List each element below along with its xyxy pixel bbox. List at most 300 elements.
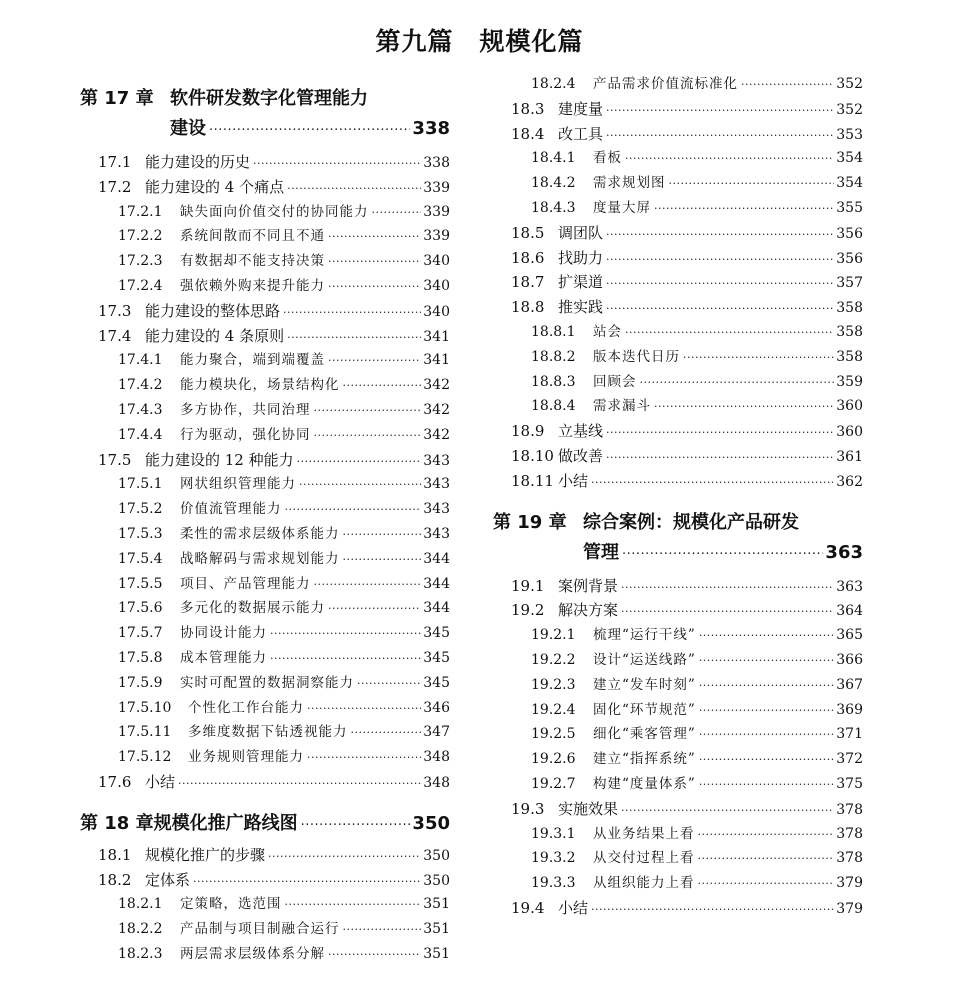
- entry-title: 细化“乘客管理”: [593, 726, 696, 743]
- toc-section-entry[interactable]: [80, 770, 450, 795]
- chapter-18-entries-continued: [493, 72, 863, 494]
- dot-leader: [606, 223, 834, 248]
- toc-subsection-entry[interactable]: [80, 892, 450, 917]
- entry-page: 356: [836, 225, 863, 242]
- entry-page: 350: [423, 847, 450, 864]
- entry-number: 18.7: [511, 273, 545, 292]
- toc-subsection-entry[interactable]: [80, 942, 450, 967]
- entry-title: 实时可配置的数据洞察能力: [180, 674, 354, 691]
- entry-title: 回顾会: [593, 373, 637, 390]
- dot-leader: [625, 321, 834, 346]
- entry-title: 调团队: [558, 223, 604, 242]
- entry-page: 347: [423, 724, 450, 741]
- entry-number: 17.2.4: [118, 277, 163, 294]
- entry-number: 18.2.2: [118, 921, 163, 938]
- entry-number: 18.8.2: [531, 348, 576, 365]
- entry-title: 强依赖外购来提升能力: [180, 277, 325, 294]
- entry-title: 实施效果: [558, 799, 619, 818]
- dot-leader: [621, 600, 834, 625]
- entry-page: 359: [836, 373, 863, 390]
- toc-section-entry[interactable]: [493, 444, 863, 469]
- entry-title: 能力建设的 4 个痛点: [145, 177, 285, 196]
- entry-number: 17.2.3: [118, 253, 163, 270]
- entry-page: 342: [423, 426, 450, 443]
- toc-right-column: [493, 72, 863, 921]
- entry-page: 344: [423, 575, 450, 592]
- dot-leader: [372, 201, 422, 226]
- entry-page: 358: [836, 323, 863, 340]
- toc-subsection-entry[interactable]: [80, 917, 450, 942]
- entry-number: 18.5: [511, 223, 545, 242]
- entry-number: 18.8.1: [531, 323, 576, 340]
- toc-subsection-entry[interactable]: [493, 698, 863, 723]
- entry-number: 17.4.3: [118, 401, 163, 418]
- toc-subsection-entry[interactable]: [493, 72, 863, 97]
- toc-section-entry[interactable]: [80, 175, 450, 200]
- entry-title: 个性化工作台能力: [188, 699, 304, 716]
- entry-title: 固化“环节规范”: [593, 701, 696, 718]
- entry-page: 362: [836, 473, 863, 490]
- toc-subsection-entry[interactable]: [80, 572, 450, 597]
- entry-page: 341: [423, 352, 450, 369]
- entry-number: 18.2.3: [118, 945, 163, 962]
- dot-leader: [178, 772, 421, 797]
- entry-page: 363: [836, 578, 863, 595]
- toc-section-entry[interactable]: [493, 122, 863, 147]
- chapter-title-continued: 建设: [170, 118, 206, 139]
- entry-number: 18.6: [511, 248, 545, 267]
- entry-title: 行为驱动，强化协同: [180, 426, 311, 443]
- entry-title: 成本管理能力: [180, 649, 267, 666]
- entry-title: 产品制与项目制融合运行: [180, 921, 340, 938]
- entry-number: 19.3.3: [531, 875, 576, 892]
- dot-leader: [606, 297, 834, 322]
- dot-leader: [328, 250, 421, 275]
- entry-title: 有数据却不能支持决策: [180, 253, 325, 270]
- entry-page: 375: [836, 775, 863, 792]
- entry-number: 19.1: [511, 576, 545, 595]
- dot-leader: [654, 197, 834, 222]
- entry-page: 339: [423, 203, 450, 220]
- dot-leader: [328, 943, 421, 968]
- entry-title: 建立“发车时刻”: [593, 676, 696, 693]
- dot-leader: [193, 870, 421, 895]
- dot-leader: [268, 845, 421, 870]
- entry-page: 365: [836, 627, 863, 644]
- entry-number: 17.4.2: [118, 377, 163, 394]
- dot-leader: [314, 399, 422, 424]
- part-title: 第九篇 规模化篇: [375, 27, 584, 56]
- dot-leader: [622, 540, 823, 570]
- toc-subsection-entry[interactable]: [80, 596, 450, 621]
- chapter-number: 第 17 章: [80, 88, 154, 109]
- entry-title: 能力建设的 12 种能力: [145, 450, 294, 469]
- chapter-title: 综合案例：规模化产品研发: [583, 511, 799, 533]
- entry-title: 立基线: [558, 422, 604, 441]
- entry-title: 业务规则管理能力: [188, 749, 304, 766]
- entry-page: 354: [836, 175, 863, 192]
- entry-title: 构建“度量体系”: [593, 775, 696, 792]
- entry-page: 342: [423, 401, 450, 418]
- dot-leader: [606, 248, 834, 273]
- dot-leader: [209, 116, 410, 146]
- entry-title: 需求规划图: [593, 175, 666, 192]
- toc-section-entry[interactable]: [493, 797, 863, 822]
- dot-leader: [640, 371, 835, 396]
- entry-page: 342: [423, 377, 450, 394]
- toc-subsection-entry[interactable]: [80, 398, 450, 423]
- dot-leader: [314, 424, 422, 449]
- entry-title: 从交付过程上看: [593, 850, 695, 867]
- dot-leader: [741, 73, 834, 98]
- entry-title: 系统间散而不同且不通: [180, 228, 325, 245]
- entry-number: 18.9: [511, 422, 545, 441]
- dot-leader: [351, 721, 422, 746]
- entry-number: 19.2.4: [531, 701, 576, 718]
- entry-number: 17.2.2: [118, 228, 163, 245]
- entry-number: 17.3: [98, 301, 132, 320]
- toc-section-entry[interactable]: [493, 295, 863, 320]
- toc-section-entry[interactable]: [80, 150, 450, 175]
- chapter-number: 第 18 章: [80, 812, 154, 834]
- toc-section-entry[interactable]: [493, 419, 863, 444]
- entry-number: 19.2.7: [531, 775, 576, 792]
- toc-subsection-entry[interactable]: [80, 522, 450, 547]
- chapter-number: 第 19 章: [493, 511, 567, 533]
- entry-number: 17.5.7: [118, 625, 163, 642]
- entry-page: 343: [423, 525, 450, 542]
- entry-title: 能力模块化，场景结构化: [180, 377, 340, 394]
- toc-subsection-entry[interactable]: [493, 871, 863, 896]
- entry-page: 344: [423, 550, 450, 567]
- entry-page: 340: [423, 253, 450, 270]
- entry-title: 小结: [558, 898, 589, 917]
- dot-leader: [699, 649, 834, 674]
- toc-subsection-entry[interactable]: [80, 547, 450, 572]
- entry-number: 19.2.5: [531, 726, 576, 743]
- entry-page: 352: [836, 76, 863, 92]
- entry-title: 从组织能力上看: [593, 875, 695, 892]
- dot-leader: [699, 748, 834, 773]
- entry-page: 350: [423, 872, 450, 889]
- entry-title: 两层需求层级体系分解: [180, 945, 325, 962]
- entry-number: 17.4.1: [118, 352, 163, 369]
- entry-title: 看板: [593, 150, 622, 167]
- entry-page: 346: [423, 699, 450, 716]
- entry-title: 设计“运送线路”: [593, 651, 696, 668]
- entry-page: 339: [423, 228, 450, 245]
- toc-subsection-entry[interactable]: [493, 146, 863, 171]
- entry-number: 18.8: [511, 298, 545, 317]
- dot-leader: [654, 395, 834, 420]
- entry-title: 产品需求价值流标准化: [593, 76, 738, 92]
- entry-page: 369: [836, 701, 863, 718]
- entry-page: 351: [423, 921, 450, 938]
- entry-title: 扩渠道: [558, 273, 604, 292]
- toc-section-entry[interactable]: [493, 97, 863, 122]
- entry-number: 17.5.8: [118, 649, 163, 666]
- toc-subsection-entry[interactable]: [80, 646, 450, 671]
- dot-leader: [698, 872, 835, 897]
- dot-leader: [699, 699, 834, 724]
- toc-left-column: [80, 84, 450, 967]
- dot-leader: [307, 697, 421, 722]
- toc-subsection-entry[interactable]: [493, 196, 863, 221]
- entry-number: 19.2.3: [531, 676, 576, 693]
- entry-number: 18.2.4: [531, 76, 576, 92]
- toc-subsection-entry[interactable]: [80, 497, 450, 522]
- toc-subsection-entry[interactable]: [80, 348, 450, 373]
- dot-leader: [591, 898, 834, 923]
- entry-title: 协同设计能力: [180, 625, 267, 642]
- entry-page: 341: [423, 328, 450, 345]
- dot-leader: [285, 893, 422, 918]
- entry-page: 345: [423, 649, 450, 666]
- entry-title: 建度量: [558, 99, 604, 118]
- dot-leader: [606, 99, 834, 124]
- entry-number: 19.2.1: [531, 627, 576, 644]
- dot-leader: [699, 624, 834, 649]
- entry-number: 17.5.1: [118, 476, 163, 493]
- dot-leader: [328, 275, 421, 300]
- toc-subsection-entry[interactable]: [493, 673, 863, 698]
- entry-title: 改工具: [558, 124, 604, 143]
- toc-subsection-entry[interactable]: [493, 846, 863, 871]
- toc-subsection-entry[interactable]: [493, 171, 863, 196]
- entry-title: 案例背景: [558, 576, 619, 595]
- entry-page: 343: [423, 476, 450, 493]
- entry-page: 358: [836, 300, 863, 317]
- entry-page: 345: [423, 625, 450, 642]
- entry-number: 17.5.10: [118, 699, 172, 716]
- entry-number: 19.2: [511, 601, 545, 620]
- entry-number: 19.2.2: [531, 651, 576, 668]
- entry-number: 17.5.9: [118, 674, 163, 691]
- toc-section-entry[interactable]: [80, 324, 450, 349]
- entry-title: 需求漏斗: [593, 398, 651, 415]
- entry-title: 能力建设的历史: [145, 153, 251, 171]
- toc-subsection-entry[interactable]: [80, 274, 450, 299]
- entry-number: 17.2.1: [118, 203, 163, 220]
- dot-leader: [307, 746, 421, 771]
- dot-leader: [328, 349, 421, 374]
- toc-section-entry[interactable]: [80, 868, 450, 893]
- entry-title: 网状组织管理能力: [180, 476, 296, 493]
- entry-page: 354: [836, 150, 863, 167]
- entry-number: 18.8.3: [531, 373, 576, 390]
- toc-subsection-entry[interactable]: [493, 345, 863, 370]
- toc-subsection-entry[interactable]: [493, 722, 863, 747]
- toc-subsection-entry[interactable]: [493, 822, 863, 847]
- toc-subsection-entry[interactable]: [80, 200, 450, 225]
- toc-subsection-entry[interactable]: [80, 621, 450, 646]
- entry-number: 18.1: [98, 845, 132, 864]
- entry-number: 18.4.3: [531, 199, 576, 216]
- entry-page: 371: [836, 726, 863, 743]
- toc-subsection-entry[interactable]: [80, 696, 450, 721]
- entry-page: 340: [423, 303, 450, 320]
- dot-leader: [606, 421, 834, 446]
- entry-page: 348: [423, 749, 450, 766]
- entry-title: 能力聚合，端到端覆盖: [180, 352, 325, 369]
- toc-section-entry[interactable]: [493, 574, 863, 599]
- entry-page: 379: [836, 900, 863, 917]
- dot-leader: [283, 301, 421, 326]
- entry-page: 379: [836, 875, 863, 892]
- entry-page: 339: [423, 179, 450, 196]
- entry-page: 351: [423, 896, 450, 913]
- toc-subsection-entry[interactable]: [80, 745, 450, 770]
- chapter-19-heading[interactable]: [493, 508, 863, 568]
- entry-number: 17.5.11: [118, 724, 172, 741]
- chapter-18-heading[interactable]: [80, 809, 450, 843]
- dot-leader: [343, 523, 422, 548]
- entry-title: 多维度数据下钻透视能力: [188, 724, 348, 741]
- entry-page: 367: [836, 676, 863, 693]
- entry-title: 能力建设的整体思路: [145, 301, 281, 320]
- entry-title: 缺失面向价值交付的协同能力: [180, 203, 369, 220]
- entry-page: 364: [836, 603, 863, 620]
- entry-page: 357: [836, 275, 863, 292]
- entry-number: 17.1: [98, 153, 132, 171]
- toc-subsection-entry[interactable]: [80, 224, 450, 249]
- dot-leader: [328, 225, 421, 250]
- chapter-17-heading[interactable]: [80, 84, 450, 144]
- entry-page: 378: [836, 801, 863, 818]
- entry-title: 推实践: [558, 298, 604, 317]
- entry-page: 378: [836, 850, 863, 867]
- toc-subsection-entry[interactable]: [493, 370, 863, 395]
- entry-number: 17.5.4: [118, 550, 163, 567]
- chapter-page: 350: [412, 812, 450, 834]
- entry-title: 度量大屏: [593, 199, 651, 216]
- dot-leader: [297, 450, 422, 475]
- dot-leader: [343, 548, 422, 573]
- entry-title: 定体系: [145, 870, 191, 889]
- dot-leader: [699, 773, 834, 798]
- entry-page: 360: [836, 424, 863, 441]
- toc-subsection-entry[interactable]: [80, 472, 450, 497]
- entry-page: 361: [836, 448, 863, 465]
- entry-number: 18.11: [511, 471, 554, 490]
- entry-number: 17.4.4: [118, 426, 163, 443]
- toc-subsection-entry[interactable]: [80, 423, 450, 448]
- dot-leader: [343, 374, 422, 399]
- toc-section-entry[interactable]: [493, 469, 863, 494]
- toc-subsection-entry[interactable]: [493, 648, 863, 673]
- toc-subsection-entry[interactable]: [80, 249, 450, 274]
- toc-subsection-entry[interactable]: [493, 320, 863, 345]
- dot-leader: [357, 672, 421, 697]
- entry-number: 18.2: [98, 870, 132, 889]
- entry-title: 柔性的需求层级体系能力: [180, 525, 340, 542]
- toc-section-entry[interactable]: [493, 221, 863, 246]
- dot-leader: [287, 326, 421, 351]
- dot-leader: [621, 576, 834, 601]
- entry-number: 18.3: [511, 99, 545, 118]
- entry-number: 18.4.2: [531, 175, 576, 192]
- toc-subsection-entry[interactable]: [80, 720, 450, 745]
- dot-leader: [669, 172, 835, 197]
- chapter-19-entries: [493, 574, 863, 921]
- chapter-18-entries: [80, 843, 450, 967]
- dot-leader: [299, 473, 421, 498]
- toc-subsection-entry[interactable]: [493, 623, 863, 648]
- toc-section-entry[interactable]: [493, 896, 863, 921]
- entry-title: 规模化推广的步骤: [145, 845, 266, 864]
- toc-subsection-entry[interactable]: [493, 772, 863, 797]
- entry-page: 351: [423, 945, 450, 962]
- entry-title: 多元化的数据展示能力: [180, 600, 325, 617]
- chapter-title: 规模化推广路线图: [153, 812, 298, 834]
- dot-leader: [621, 799, 834, 824]
- entry-title: 小结: [558, 471, 589, 490]
- toc-subsection-entry[interactable]: [493, 394, 863, 419]
- entry-page: 360: [836, 398, 863, 415]
- entry-title: 建立“指挥系统”: [593, 751, 696, 768]
- entry-title: 项目、产品管理能力: [180, 575, 311, 592]
- entry-page: 372: [836, 751, 863, 768]
- entry-page: 358: [836, 348, 863, 365]
- entry-number: 18.10: [511, 446, 554, 465]
- entry-page: 366: [836, 651, 863, 668]
- chapter-title: 软件研发数字化管理能力: [170, 88, 368, 109]
- dot-leader: [698, 847, 835, 872]
- dot-leader: [591, 471, 834, 496]
- dot-leader: [270, 647, 421, 672]
- dot-leader: [343, 918, 422, 943]
- dot-leader: [698, 823, 835, 848]
- entry-page: 345: [423, 674, 450, 691]
- dot-leader: [301, 811, 411, 841]
- dot-leader: [606, 272, 834, 297]
- entry-title: 解决方案: [558, 601, 619, 620]
- toc-section-entry[interactable]: [80, 299, 450, 324]
- entry-page: 352: [836, 101, 863, 118]
- dot-leader: [314, 573, 422, 598]
- entry-number: 18.2.1: [118, 896, 163, 913]
- entry-title: 做改善: [558, 446, 604, 465]
- toc-subsection-entry[interactable]: [80, 671, 450, 696]
- entry-number: 19.3.2: [531, 850, 576, 867]
- toc-section-entry[interactable]: [493, 246, 863, 271]
- chapter-title-continued: 管理: [583, 541, 619, 563]
- entry-title: 战略解码与需求规划能力: [180, 550, 340, 567]
- entry-title: 价值流管理能力: [180, 501, 282, 518]
- entry-number: 18.4.1: [531, 150, 576, 167]
- toc-section-entry[interactable]: [493, 598, 863, 623]
- toc-subsection-entry[interactable]: [80, 373, 450, 398]
- entry-title: 多方协作，共同治理: [180, 401, 311, 418]
- entry-number: 17.5.3: [118, 525, 163, 542]
- toc-section-entry[interactable]: [493, 270, 863, 295]
- dot-leader: [270, 622, 421, 647]
- toc-section-entry[interactable]: [80, 843, 450, 868]
- chapter-17-entries: [80, 150, 450, 795]
- chapter-page: 363: [825, 541, 863, 563]
- dot-leader: [328, 597, 421, 622]
- entry-number: 17.4: [98, 326, 132, 345]
- toc-section-entry[interactable]: [80, 448, 450, 473]
- dot-leader: [699, 723, 834, 748]
- entry-number: 19.3.1: [531, 825, 576, 842]
- entry-number: 17.5.12: [118, 749, 172, 766]
- entry-number: 18.8.4: [531, 398, 576, 415]
- dot-leader: [625, 147, 834, 172]
- entry-number: 19.3: [511, 799, 545, 818]
- dot-leader: [253, 152, 421, 177]
- toc-subsection-entry[interactable]: [493, 747, 863, 772]
